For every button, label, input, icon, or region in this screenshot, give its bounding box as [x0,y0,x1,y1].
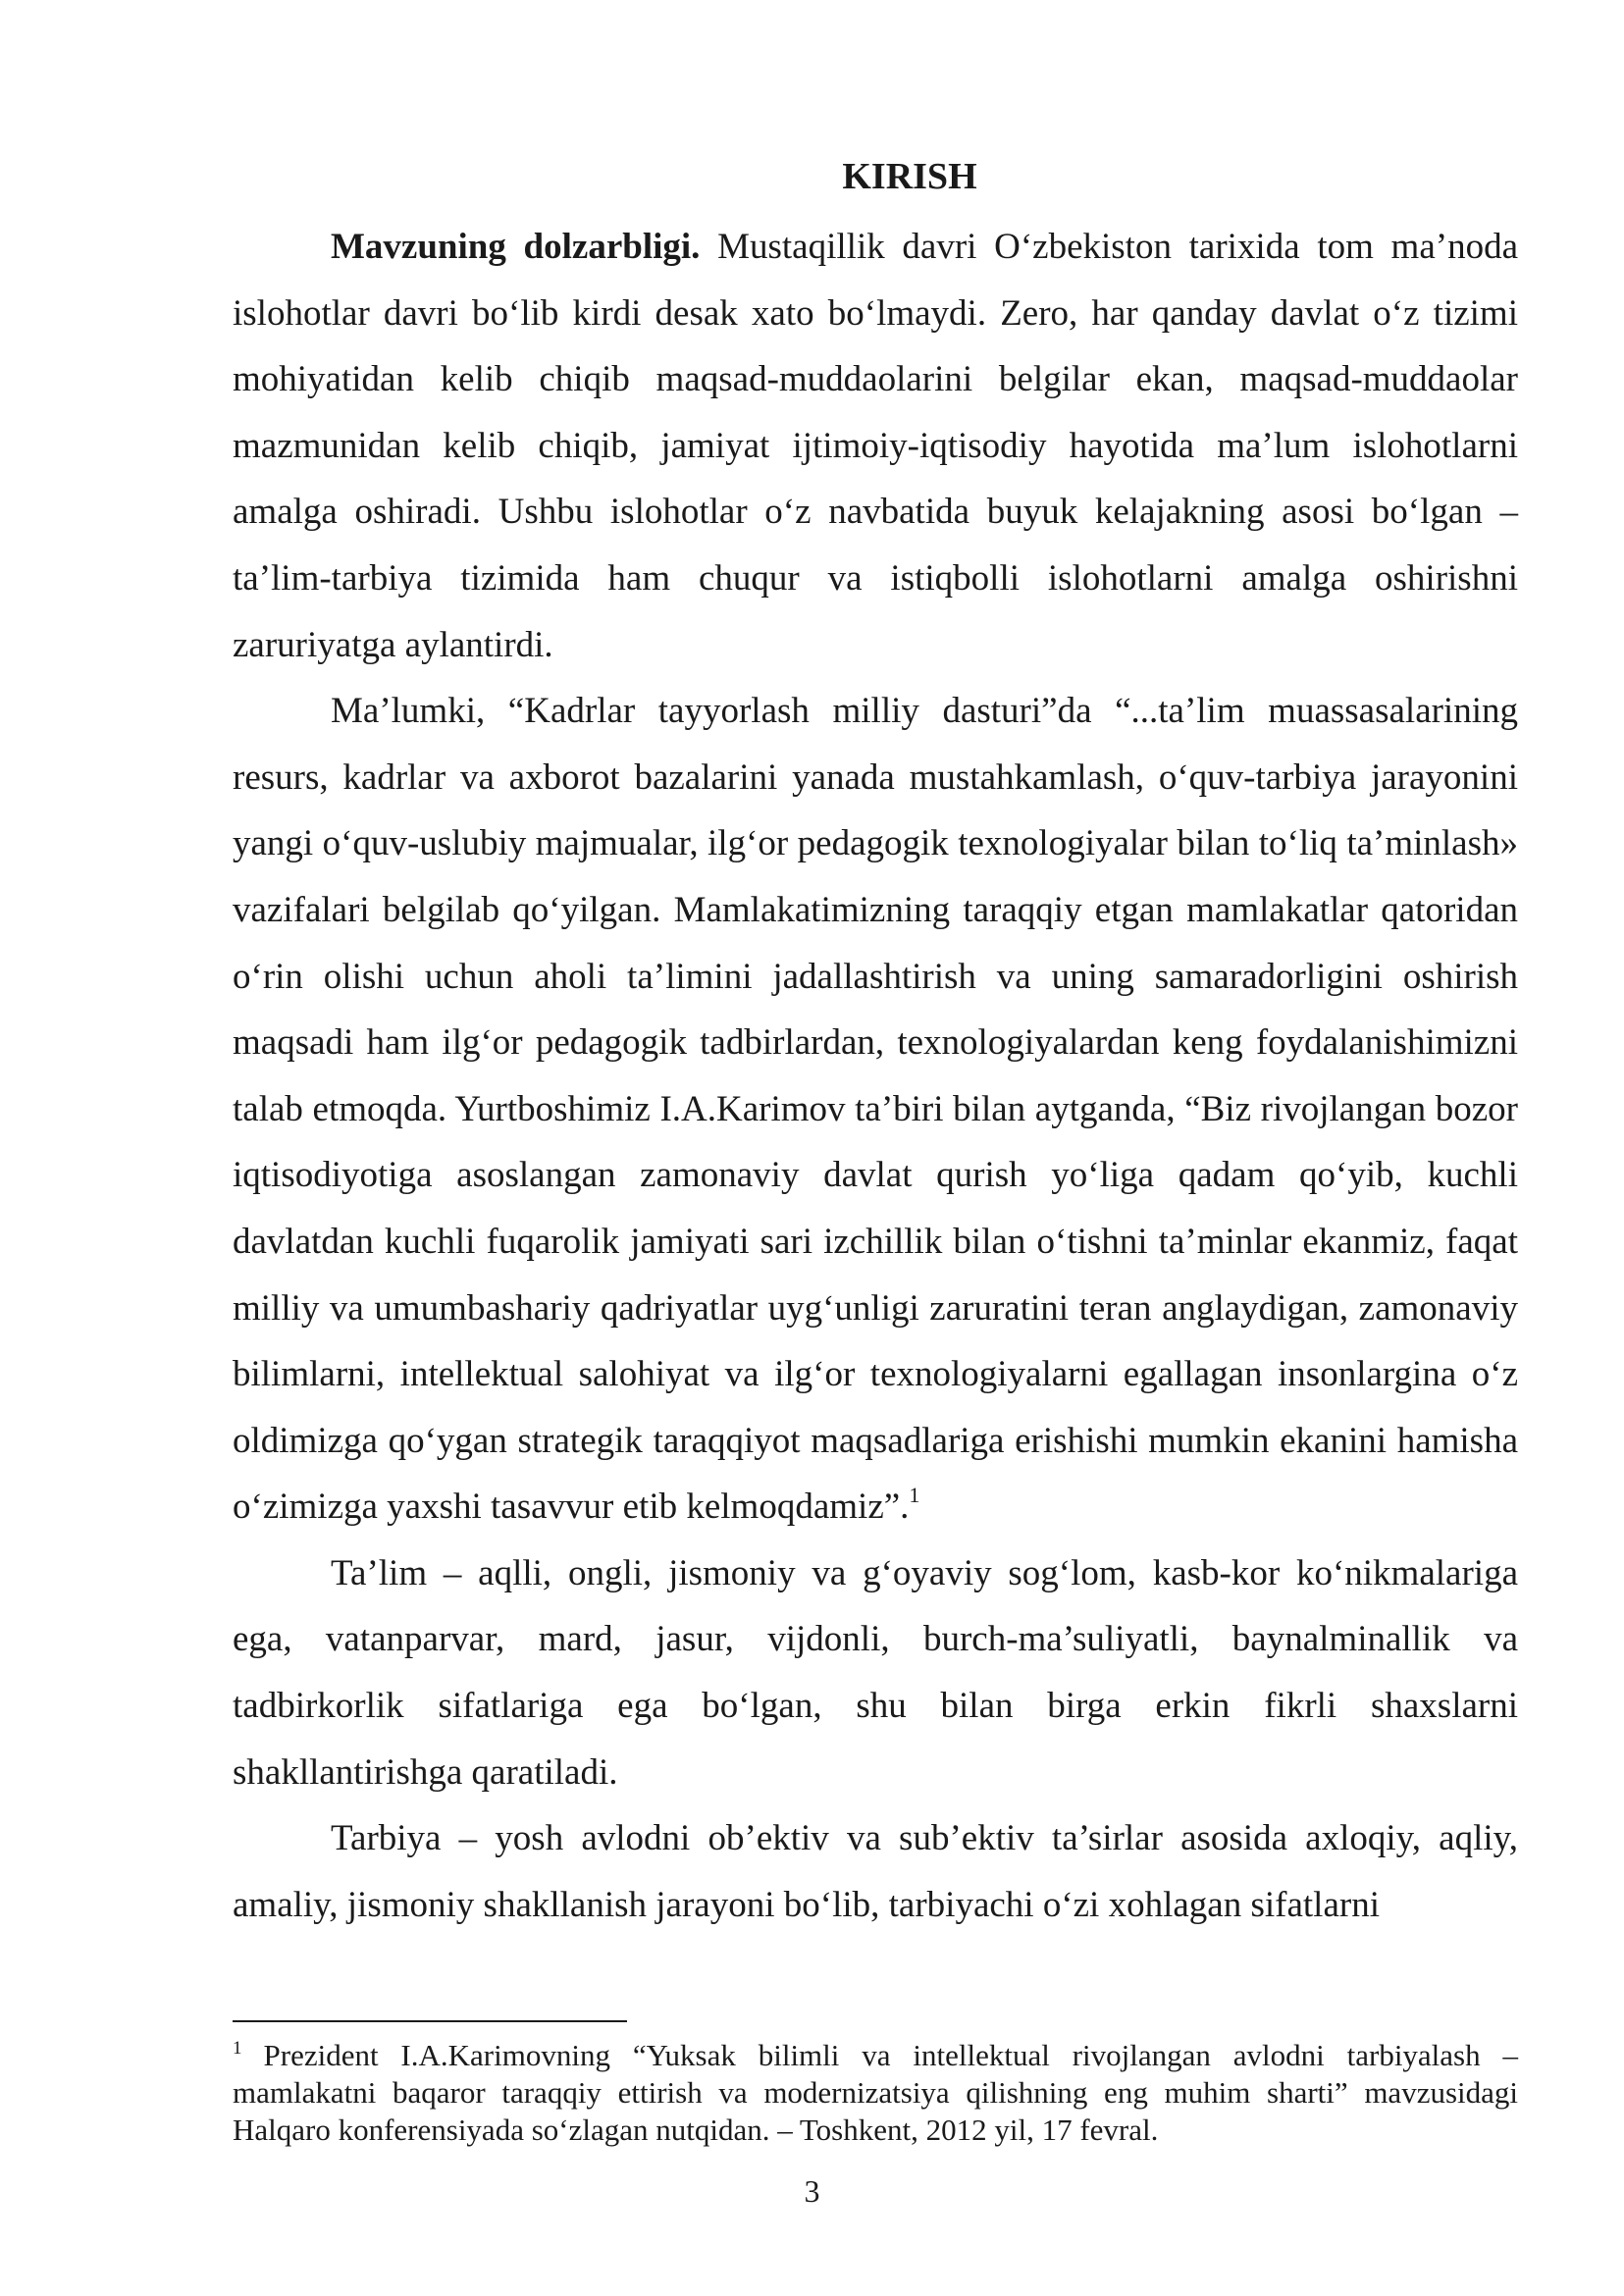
page-number: 3 [804,2173,820,2209]
footnote-separator [233,2020,627,2022]
footnote [233,2037,1518,2149]
paragraph-text: Tarbiya – yosh avlodni ob’ektiv va sub’ektiv ta’sirlar asosida axloqiy, aqliy, amaliy, jismoniy shakllanish jarayoni bo‘lib, tarbiyachi o‘zi xohlagan sifatlarni [233,1818,1518,1925]
footnote-text: Prezident I.A.Karimovning “Yuksak bilimli va intellektual rivojlangan avlodni tarbiyalash – mamlakatni baqaror taraqqiy ettirish va modernizatsiya qilishning eng muhim sharti” mavzusidagi Halqaro konferensiyada so‘zlagan nutqidan. – Toshkent, 2012 yil, 17 fevral. [233,2038,1518,2147]
paragraph-text: Ma’lumki, “Kadrlar tayyorlash milliy dasturi”da “...ta’lim muassasalarining resurs, kadrlar va axborot bazalarini yanada mustahkamlash, o‘quv-tarbiya jarayonini yangi o‘quv-uslubiy majmualar, ilg‘or pedagogik texnologiyalar bilan to‘liq ta’minlash» vazifalari belgilab qo‘yilgan. Mamlakatimizning taraqqiy etgan mamlakatlar qatoridan o‘rin olishi uchun aholi ta’limini jadallashtirish va uning samaradorligini oshirish maqsadi ham ilg‘or pedagogik tadbirlardan, texnologiyalardan keng foydalanishimizni talab etmoqda. Yurtboshimiz I.A.Karimov ta’biri bilan aytganda, “Biz rivojlangan bozor iqtisodiyotiga asoslangan zamonaviy davlat qurish yo‘liga qadam qo‘yib, kuchli davlatdan kuchli fuqarolik jamiyati sari izchillik bilan o‘tishni ta’minlar ekanmiz, faqat milliy va umumbashariy qadriyatlar uyg‘unligi zaruratini teran anglaydigan, zamonaviy bilimlarni, intellektual salohiyat va ilg‘or texnologiyalarni egallagan insonlargina o‘z oldimizga qo‘ygan strategik taraqqiyot maqsadlariga erishishi mumkin ekanini hamisha o‘zimizga yaxshi tasavvur etib kelmoqdamiz”. [233,691,1518,1528]
paragraph-upbringing [233,1805,1518,1938]
paragraph-cadre-program [233,678,1518,1540]
paragraph-text: Mustaqillik davri O‘zbekiston tarixida tom ma’noda islohotlar davri bo‘lib kirdi desak xato bo‘lmaydi. Zero, har qanday davlat o‘z tizimi mohiyatidan kelib chiqib maqsad-muddaolarini belgilar ekan, maqsad-muddaolar mazmunidan kelib chiqib, jamiyat ijtimoiy-iqtisodiy hayotida ma’lum islohotlarni amalga oshiradi. Ushbu islohotlar o‘z navbatida buyuk kelajakning asosi bo‘lgan – ta’lim-tarbiya tizimida ham chuqur va istiqbolli islohotlarni amalga oshirishni zaruriyatga aylantirdi. [233,227,1519,665]
document-page [233,147,1518,1938]
footnote-reference[interactable]: 1 [909,1483,920,1508]
paragraph-education [233,1540,1518,1805]
paragraph-relevance [233,214,1518,678]
paragraph-lead-heading: Mavzuning dolzarbligi. [331,227,701,267]
footnote-marker: 1 [233,2038,242,2059]
paragraph-text: Ta’lim – aqlli, ongli, jismoniy va g‘oyaviy sog‘lom, kasb-kor ko‘nikmalariga ega, vatanparvar, mard, jasur, vijdonli, burch-ma’suliyatli, baynalminallik va tadbirkorlik sifatlariga ega bo‘lgan, shu bilan birga erkin fikrli shaxslarni shakllantirishga qaratiladi. [233,1552,1518,1793]
page-title: KIRISH [842,156,977,197]
